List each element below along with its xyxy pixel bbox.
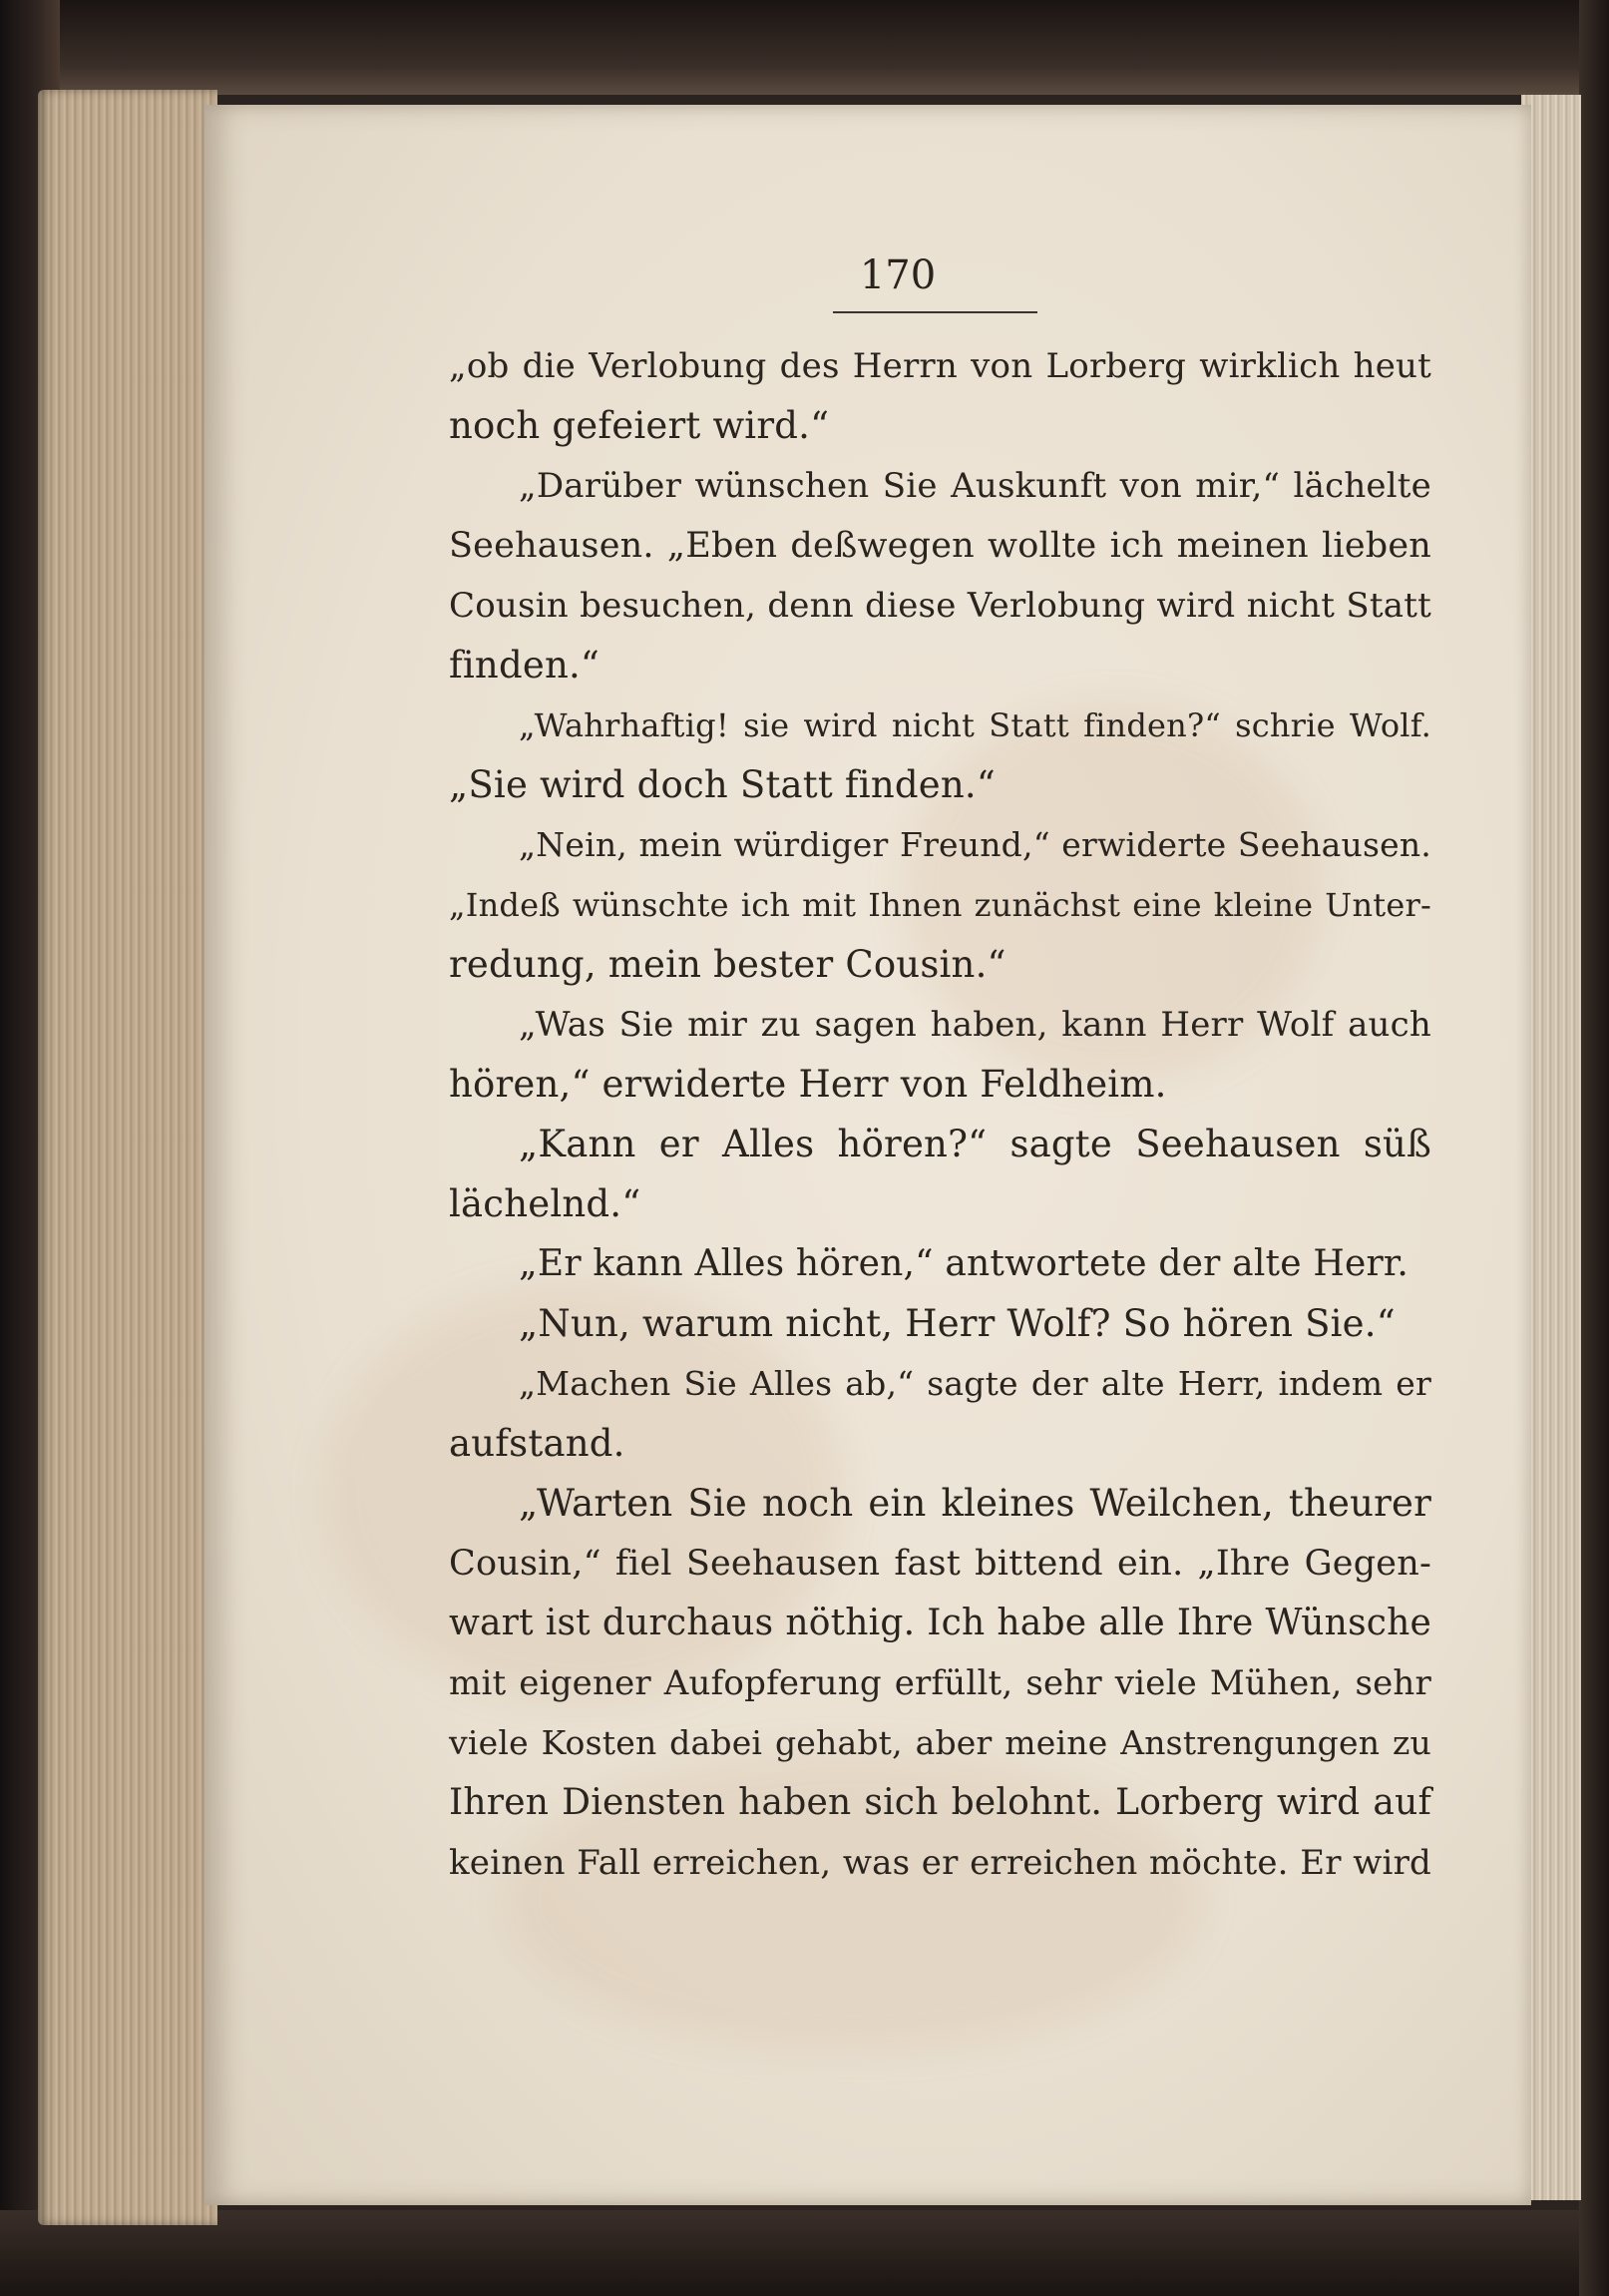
- text-line: „Warten Sie noch ein kleines Weilchen, theurer: [519, 1482, 1431, 1525]
- text-line: hören,“ erwiderte Herr von Feldheim.: [449, 1063, 1167, 1106]
- text-line: viele Kosten dabei gehabt, aber meine Anstrengungen zu: [449, 1723, 1431, 1762]
- left-page-edges: [38, 90, 217, 2225]
- text-line: „Kann er Alles hören?“ sagte Seehausen süß: [519, 1123, 1431, 1165]
- text-line: mit eigener Aufopferung erfüllt, sehr viele Mühen, sehr: [449, 1663, 1431, 1703]
- text-line: redung, mein bester Cousin.“: [449, 943, 1006, 986]
- text-line: Ihren Diensten haben sich belohnt. Lorberg wird auf: [449, 1782, 1431, 1823]
- page-number-rule: [833, 311, 1037, 313]
- page-number: 170: [859, 252, 937, 298]
- text-line: „Wahrhaftig! sie wird nicht Statt finden?“ schrie Wolf.: [519, 706, 1431, 744]
- text-line: noch gefeiert wird.“: [449, 404, 830, 447]
- text-line: „Nein, mein würdiger Freund,“ erwiderte Seehausen.: [519, 825, 1431, 864]
- background-bottom: [0, 2210, 1609, 2296]
- background-right: [1579, 0, 1609, 2296]
- text-line: „Machen Sie Alles ab,“ sagte der alte Herr, indem er: [519, 1364, 1431, 1403]
- text-line: Cousin besuchen, denn diese Verlobung wird nicht Statt: [449, 586, 1431, 626]
- text-line: „Was Sie mir zu sagen haben, kann Herr Wolf auch: [519, 1005, 1431, 1045]
- text-line: „Darüber wünschen Sie Auskunft von mir,“ lächelte: [519, 466, 1431, 506]
- text-line: „Er kann Alles hören,“ antwortete der alte Herr.: [519, 1243, 1408, 1284]
- text-line: „Sie wird doch Statt finden.“: [449, 763, 996, 806]
- text-line: „ob die Verlobung des Herrn von Lorberg wirklich heut: [449, 346, 1431, 386]
- background-top: [0, 0, 1609, 95]
- text-line: finden.“: [449, 644, 601, 687]
- text-line: keinen Fall erreichen, was er erreichen möchte. Er wird: [449, 1843, 1431, 1883]
- book-page: [204, 105, 1531, 2205]
- text-line: „Nun, warum nicht, Herr Wolf? So hören Sie.“: [519, 1302, 1396, 1345]
- text-line: wart ist durchaus nöthig. Ich habe alle Ihre Wünsche: [449, 1603, 1431, 1643]
- text-line: „Indeß wünschte ich mit Ihnen zunächst eine kleine Unter-: [449, 886, 1431, 924]
- text-line: Seehausen. „Eben deßwegen wollte ich meinen lieben: [449, 526, 1431, 566]
- text-line: lächelnd.“: [449, 1182, 641, 1225]
- text-line: Cousin,“ fiel Seehausen fast bittend ein. „Ihre Gegen-: [449, 1544, 1431, 1584]
- text-line: aufstand.: [449, 1422, 625, 1465]
